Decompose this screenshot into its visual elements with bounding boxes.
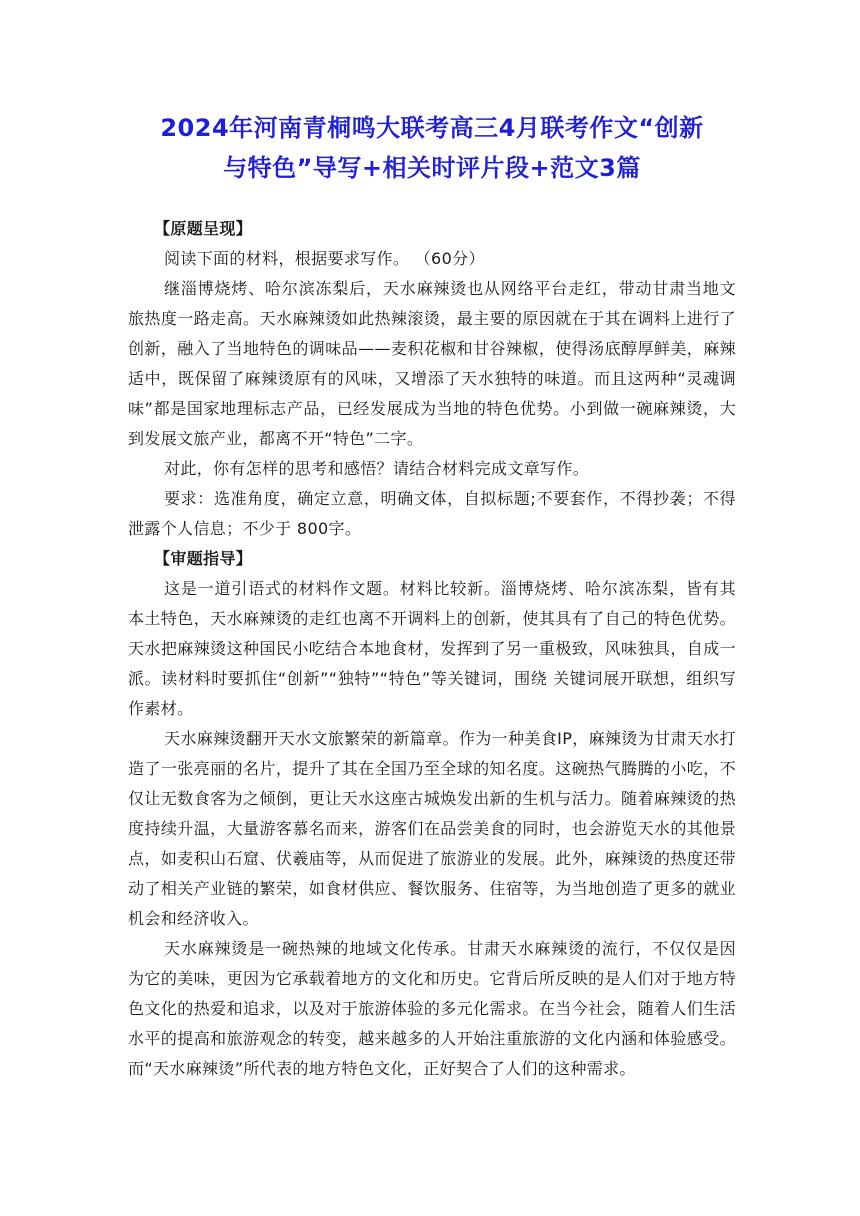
paragraph-instruction: 阅读下面的材料，根据要求写作。 （60分） (164, 249, 485, 268)
document-body (128, 214, 736, 1084)
paragraph-question: 对此，你有怎样的思考和感悟？请结合材料完成文章写作。 (164, 459, 590, 478)
document-title (128, 108, 736, 188)
title-line-2: 与特色”导写+相关时评片段+范文3篇 (223, 154, 641, 182)
paragraph-requirements: 要求：选准角度，确定立意，明确文体，自拟标题;不要套作，不得抄袭；不得泄露个人信息；不少于 800字。 (128, 489, 736, 538)
paragraph-guidance-3: 天水麻辣烫是一碗热辣的地域文化传承。甘肃天水麻辣烫的流行，不仅仅是因为它的美味，更因为它承载着地方的文化和历史。它背后所反映的是人们对于地方特色文化的热爱和追求，以及对于旅游体验的多元化需求。在当今社会，随着人们生活水平的提高和旅游观念的转变，越来越多的人开始注重旅游的文化内涵和体验感受。而“天水麻辣烫”所代表的地方特色文化，正好契合了人们的这种需求。 (128, 939, 736, 1078)
paragraph-guidance-2: 天水麻辣烫翻开天水文旅繁荣的新篇章。作为一种美食IP，麻辣烫为甘肃天水打造了一张亮丽的名片，提升了其在全国乃至全球的知名度。这碗热气腾腾的小吃，不仅让无数食客为之倾倒，更让天水这座古城焕发出新的生机与活力。随着麻辣烫的热度持续升温，大量游客慕名而来，游客们在品尝美食的同时，也会游览天水的其他景点，如麦积山石窟、伏羲庙等，从而促进了旅游业的发展。此外，麻辣烫的热度还带动了相关产业链的繁荣，如食材供应、餐饮服务、住宿等，为当地创造了更多的就业机会和经济收入。 (128, 729, 736, 928)
paragraph-guidance-1: 这是一道引语式的材料作文题。材料比较新。淄博烧烤、哈尔滨冻梨，皆有其本土特色，天水麻辣烫的走红也离不开调料上的创新，使其具有了自己的特色优势。天水把麻辣烫这种国民小吃结合本地食材，发挥到了另一重极致，风味独具，自成一派。读材料时要抓住“创新”“独特”“特色”等关键词，围绕 关键词展开联想，组织写作素材。 (128, 579, 736, 718)
title-line-1: 2024年河南青桐鸣大联考高三4月联考作文“创新 (160, 114, 704, 142)
section-heading-original-question: 【原题呈现】 (154, 219, 253, 238)
section-heading-guidance: 【审题指导】 (154, 549, 253, 568)
paragraph-material: 继淄博烧烤、哈尔滨冻梨后，天水麻辣烫也从网络平台走红，带动甘肃当地文旅热度一路走高。天水麻辣烫如此热辣滚烫，最主要的原因就在于其在调料上进行了创新，融入了当地特色的调味品——麦积花椒和甘谷辣椒，使得汤底醇厚鲜美，麻辣适中，既保留了麻辣烫原有的风味，又增添了天水独特的味道。而且这两种“灵魂调味”都是国家地理标志产品，已经发展成为当地的特色优势。小到做一碗麻辣烫，大到发展文旅产业，都离不开“特色”二字。 (128, 279, 736, 448)
